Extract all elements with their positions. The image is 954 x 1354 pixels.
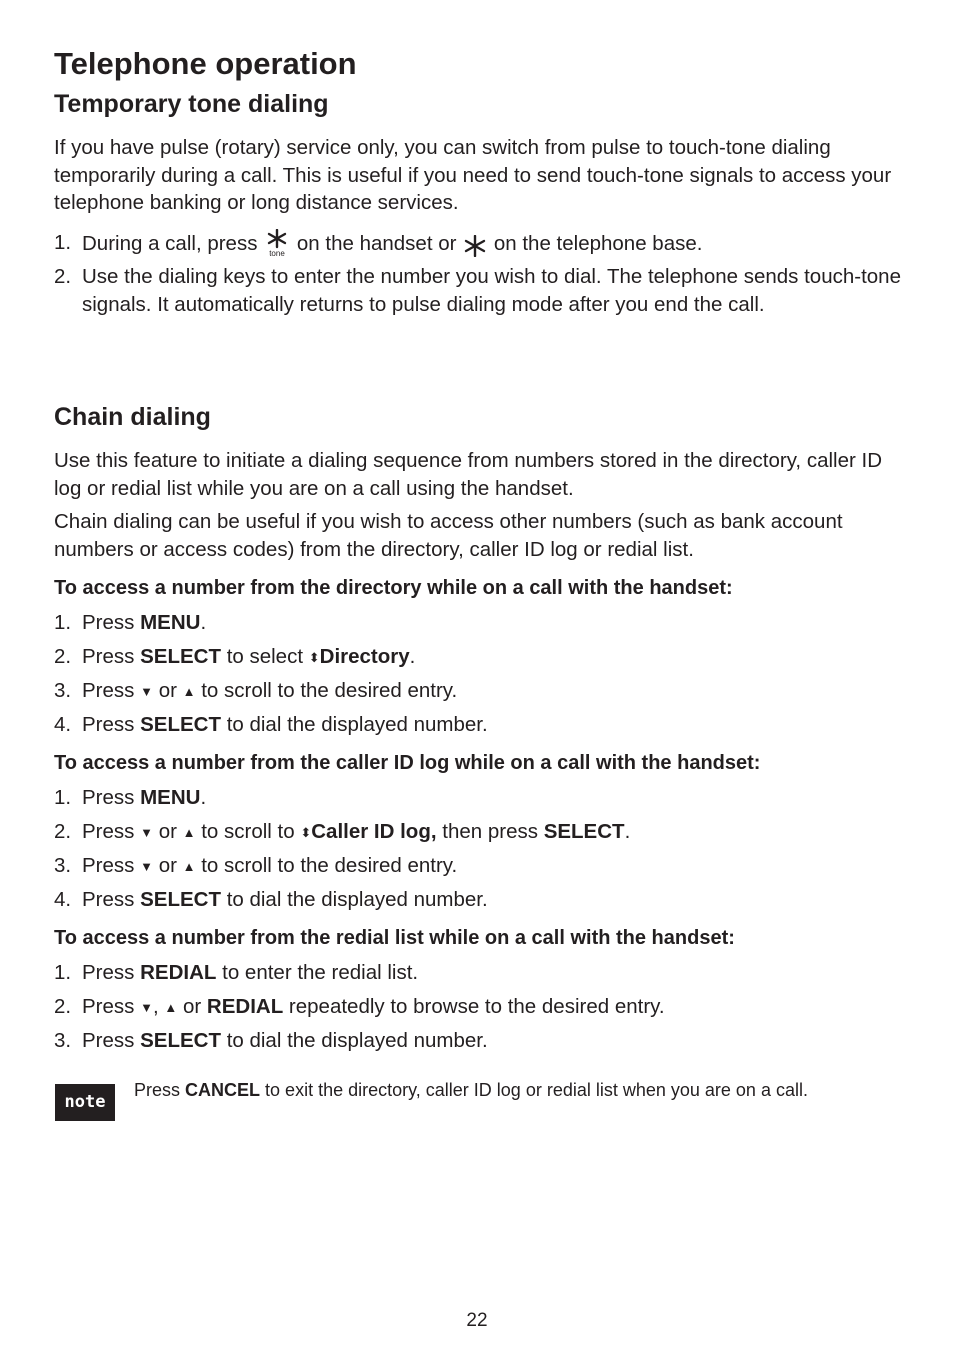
list-item: 1. Press REDIAL to enter the redial list.	[54, 961, 419, 984]
subheading-directory: To access a number from the directory while on a call with the handset:	[54, 577, 733, 599]
page-number: 22	[466, 1310, 488, 1331]
list-item: 4. Press SELECT to dial the displayed number.	[54, 888, 488, 911]
list-item: 1. Press MENU.	[54, 786, 207, 809]
list-item: 2. Press SELECT to select ⬍Directory.	[54, 645, 416, 668]
tone-star-key-icon	[265, 229, 289, 265]
section-heading-chain-dialing: Chain dialing	[54, 403, 211, 431]
list-item: 2. Press ▼, ▲ or REDIAL repeatedly to browse to the desired entry.	[54, 995, 665, 1018]
subheading-caller-id: To access a number from the caller ID log while on a call with the handset:	[54, 752, 761, 774]
note-text: Press CANCEL to exit the directory, caller ID log or redial list when you are on a call.	[134, 1080, 808, 1100]
svg-text:tone: tone	[269, 249, 285, 257]
section1-intro: If you have pulse (rotary) service only, you can switch from pulse to touch-tone dialing temporarily during a call. This is useful if you need to send touch-tone signals to access your telephone banking or long distance services.	[54, 136, 892, 214]
list-item: 4. Press SELECT to dial the displayed number.	[54, 713, 488, 736]
down-arrow-icon: ▼	[140, 825, 153, 840]
note-badge: note	[55, 1084, 115, 1121]
down-arrow-icon: ▼	[140, 684, 153, 699]
list-item: 2. Press ▼ or ▲ to scroll to ⬍Caller ID log, then press SELECT.	[54, 820, 631, 843]
list-item: 3. Press SELECT to dial the displayed number.	[54, 1029, 488, 1052]
list-item: 1. During a call, press tone on the handset or on the telephone base.	[54, 229, 904, 265]
page-title: Telephone operation	[54, 46, 357, 81]
subheading-redial: To access a number from the redial list while on a call with the handset:	[54, 927, 735, 949]
list-item: 3. Press ▼ or ▲ to scroll to the desired entry.	[54, 854, 458, 877]
up-arrow-icon: ▲	[182, 684, 196, 699]
up-arrow-icon: ▲	[182, 859, 196, 874]
updown-arrow-icon: ⬍	[308, 650, 320, 665]
up-arrow-icon: ▲	[182, 825, 196, 840]
section2-para2: Chain dialing can be useful if you wish to access other numbers (such as bank account numbers or access codes) from the directory, caller ID log or redial list.	[54, 510, 843, 561]
list-item: 2. Use the dialing keys to enter the number you wish to dial. The telephone sends touch-tone signals. It automatically returns to pulse dialing mode after you end the call.	[54, 265, 901, 316]
star-key-icon	[464, 235, 486, 265]
list-item: 3. Press ▼ or ▲ to scroll to the desired entry.	[54, 679, 458, 702]
down-arrow-icon: ▼	[140, 1000, 153, 1015]
down-arrow-icon: ▼	[140, 859, 153, 874]
list-item: 1. Press MENU.	[54, 611, 207, 634]
up-arrow-icon: ▲	[164, 1000, 178, 1015]
updown-arrow-icon: ⬍	[300, 825, 312, 840]
section-heading-temporary-tone-dialing: Temporary tone dialing	[54, 90, 329, 118]
section2-para1: Use this feature to initiate a dialing sequence from numbers stored in the directory, caller ID log or redial list while you are on a call using the handset.	[54, 449, 882, 500]
